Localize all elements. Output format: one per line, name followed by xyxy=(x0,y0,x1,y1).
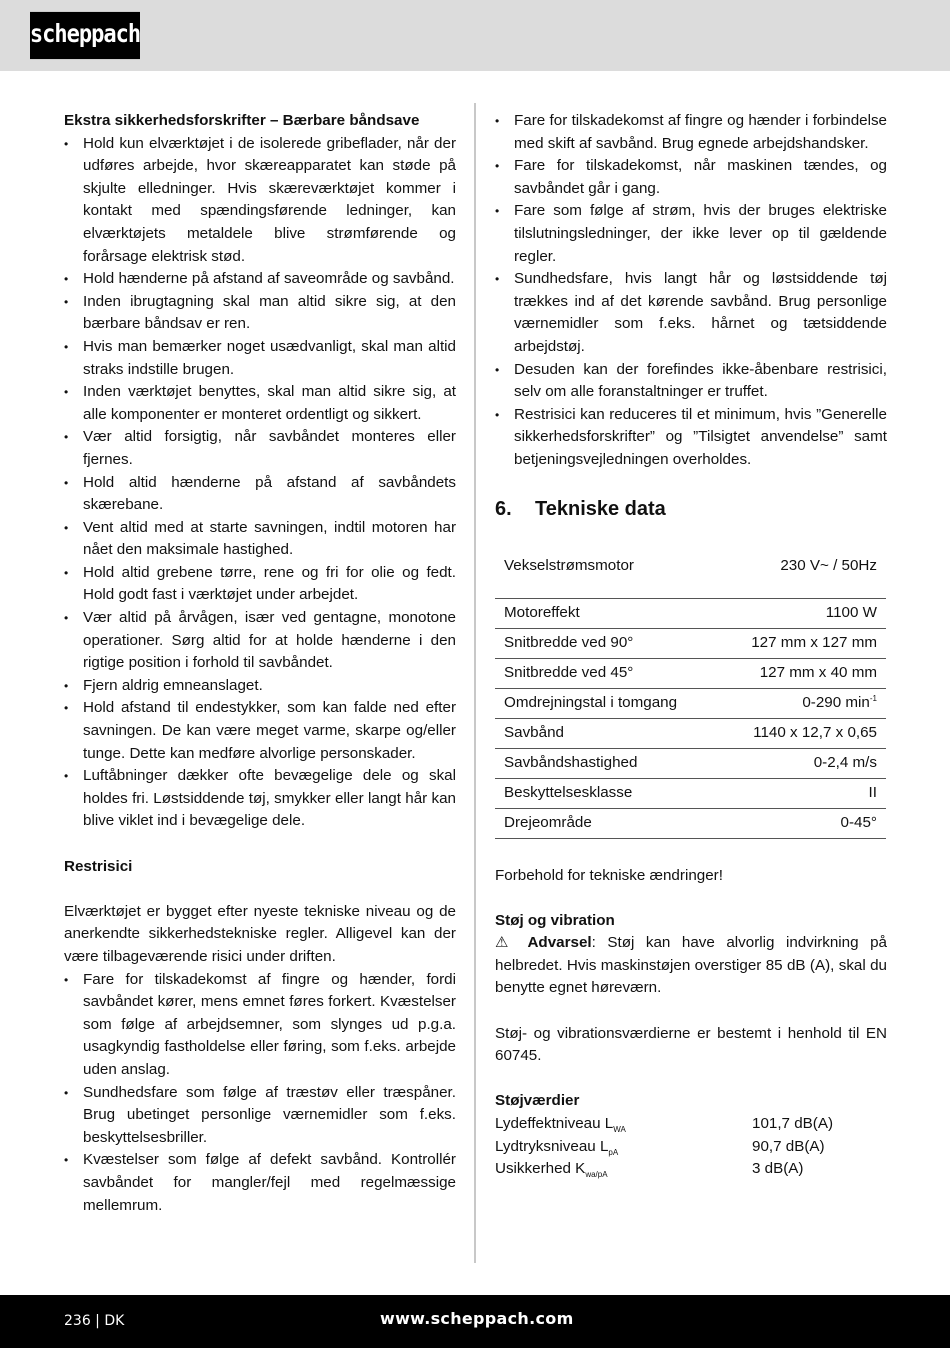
spec-label: Drejeområde xyxy=(495,808,718,838)
list-item: • Hold hænderne på afstand af saveområde og savbånd. xyxy=(64,268,456,291)
list-item: • Fare for tilskadekomst af fingre og hænder, fordi savbåndet kører, mens emnet føres forkert. Kvæstelser som følge af arbejdsemner, som slynges ud p.g.a. usagkyndig fastholdelse eller føring, som f.eks. arbejde uden anslag. xyxy=(64,969,456,1082)
list-item: • Sundhedsfare, hvis langt hår og løstsiddende tøj trækkes ind af det kørende savbånd. Brug personlige værnemidler som f.eks. hårnet og tætsiddende arbejdstøj. xyxy=(495,268,887,358)
noise-values-table xyxy=(495,1113,887,1181)
list-item: • Vær altid på årvågen, især ved gentagne, monotone operationer. Sørg altid for at holde hænderne i den rigtige position i forhold til savbåndet. xyxy=(64,607,456,675)
header-band xyxy=(0,0,950,71)
spec-label: Beskyttelsesklasse xyxy=(495,778,718,808)
table-row xyxy=(495,778,886,808)
list-item: • Kvæstelser som følge af defekt savbånd. Kontrollér savbåndet for mangler/fejl med regelmæssige mellemrum. xyxy=(64,1149,456,1217)
restrisici-list xyxy=(64,969,456,1218)
spec-value-main: 0-290 min xyxy=(802,693,870,711)
noise-label xyxy=(495,1113,752,1136)
noise-label xyxy=(495,1136,752,1159)
spec-label: Snitbredde ved 90° xyxy=(495,628,718,658)
spec-label: Snitbredde ved 45° xyxy=(495,658,718,688)
noise-value: 90,7 dB(A) xyxy=(752,1137,825,1155)
spec-value: 1100 W xyxy=(718,598,886,628)
spec-value: 0-2,4 m/s xyxy=(718,748,886,778)
list-item: • Hold afstand til endestykker, som kan falde ned efter savningen. De kan være meget varme, skarpe og/eller tunge. Dette kan medføre alvorlige personskader. xyxy=(64,697,456,765)
noise-value: 3 dB(A) xyxy=(752,1160,804,1178)
spec-value: 230 V~ / 50Hz xyxy=(718,550,886,599)
noise-label-text: Lydtryksniveau L xyxy=(495,1137,609,1155)
safety-heading: Ekstra sikkerhedsforskrifter – Bærbare båndsave xyxy=(64,112,420,129)
list-item: • Hold altid grebene tørre, rene og fri for olie og fedt. Hold godt fast i værktøjet under arbejdet. xyxy=(64,562,456,607)
table-row xyxy=(495,550,886,599)
table-row xyxy=(495,658,886,688)
spec-value: 0-45° xyxy=(718,808,886,838)
list-item: • Inden ibrugtagning skal man altid sikre sig, at den bærbare båndsav er ren. xyxy=(64,291,456,336)
left-column xyxy=(64,110,456,1217)
noise-values-heading: Støjværdier xyxy=(495,1092,580,1110)
tech-changes-note: Forbehold for tekniske ændringer! xyxy=(495,866,723,884)
list-item: • Hold kun elværktøjet i de isolerede gribeflader, når der udføres arbejde, hvor skæreapparatet kan støde på skjulte elledninger. Hvis skæreværktøjet kommer i kontakt med spændingsførende ledninger, kan elværktøjets metaldele blive strømførende og forårsage elektrisk stød. xyxy=(64,133,456,269)
warning-label: Advarsel xyxy=(527,934,592,952)
spec-value: 1140 x 12,7 x 0,65 xyxy=(718,718,886,748)
spec-label: Motoreffekt xyxy=(495,598,718,628)
section-title xyxy=(495,496,887,522)
spec-value: II xyxy=(718,778,886,808)
table-row xyxy=(495,598,886,628)
list-item: • Vær altid forsigtig, når savbåndet monteres eller fjernes. xyxy=(64,426,456,471)
spec-label: Vekselstrømsmotor xyxy=(495,550,718,599)
restrisici-intro: Elværktøjet er bygget efter nyeste tekniske niveau og de anerkendte sikkerhedstekniske regler. Alligevel kan der være tilbageværende risici under driften. xyxy=(64,902,456,965)
list-item: • Vent altid med at starte savningen, indtil motoren har nået den maksimale hastighed. xyxy=(64,517,456,562)
list-item: • Restrisici kan reduceres til et minimum, hvis ”Generelle sikkerhedsforskrifter” og ”Tilsigtet anvendelse” samt betjeningsvejledningen overholdes. xyxy=(495,404,887,472)
list-item: • Luftåbninger dækker ofte bevægelige dele og skal holdes fri. Løstsiddende tøj, smykker eller langt hår kan blive viklet ind i bevægelige dele. xyxy=(64,765,456,833)
table-row xyxy=(495,808,886,838)
spec-value-exponent: -1 xyxy=(869,693,877,703)
scheppach-logo: scheppach xyxy=(30,12,140,59)
warning-triangle-icon: ⚠ xyxy=(495,934,516,952)
section-title-text: Tekniske data xyxy=(535,497,666,520)
warning-paragraph xyxy=(495,932,887,1000)
table-row xyxy=(495,628,886,658)
standard-text: Støj- og vibrationsværdierne er bestemt i henhold til EN 60745. xyxy=(495,1024,887,1065)
noise-heading: Støj og vibration xyxy=(495,911,615,929)
table-row xyxy=(495,748,886,778)
tech-spec-table xyxy=(495,550,886,839)
list-item: • Desuden kan der forefindes ikke-åbenbare restrisici, selv om alle foranstaltninger er truffet. xyxy=(495,359,887,404)
list-item: • Sundhedsfare som følge af træstøv eller træspåner. Brug ubetinget personlige værnemidler som f.eks. beskyttelsesbriller. xyxy=(64,1082,456,1150)
list-item: • Hvis man bemærker noget usædvanligt, skal man altid straks indstille brugen. xyxy=(64,336,456,381)
noise-value: 101,7 dB(A) xyxy=(752,1115,834,1133)
page-indicator: 236 | DK xyxy=(64,1313,125,1329)
restrisici-heading: Restrisici xyxy=(64,857,133,875)
spec-label: Savbånd xyxy=(495,718,718,748)
spec-value: 127 mm x 127 mm xyxy=(718,628,886,658)
noise-label-subscript: pA xyxy=(608,1147,619,1157)
page-number: 236 xyxy=(64,1313,91,1329)
right-column xyxy=(495,110,887,1181)
restrisici-list-continued xyxy=(495,110,887,472)
spec-value: 127 mm x 40 mm xyxy=(718,658,886,688)
footer xyxy=(0,1295,950,1348)
list-item: • Hold altid hænderne på afstand af savbåndets skærebane. xyxy=(64,472,456,517)
safety-list xyxy=(64,133,456,833)
table-row xyxy=(495,718,886,748)
list-item: • Fare for tilskadekomst, når maskinen tændes, og savbåndet går i gang. xyxy=(495,155,887,200)
list-item: • Fare for tilskadekomst af fingre og hænder i forbindelse med skift af savbånd. Brug egnede arbejdshandsker. xyxy=(495,110,887,155)
table-row xyxy=(495,688,886,718)
noise-label-subscript: wa/pA xyxy=(585,1170,608,1180)
spec-value xyxy=(718,688,886,718)
noise-label-text: Lydeffektniveau L xyxy=(495,1115,614,1133)
spec-label: Omdrejningstal i tomgang xyxy=(495,688,718,718)
noise-label xyxy=(495,1158,752,1181)
spec-label: Savbåndshastighed xyxy=(495,748,718,778)
language-code: DK xyxy=(104,1313,125,1329)
website-link[interactable]: www.scheppach.com xyxy=(380,1309,574,1328)
noise-label-subscript: WA xyxy=(613,1125,626,1135)
column-divider xyxy=(474,103,476,1263)
warning-text: : Støj kan have alvorlig indvirkning på helbredet. Hvis maskinstøjen overstiger 85 dB (A), skal du benytte egnet høreværn. xyxy=(495,934,887,997)
section-number: 6. xyxy=(495,497,512,520)
list-item: • Fare som følge af strøm, hvis der bruges elektriske tilslutningsledninger, der ikke lever op til gældende regler. xyxy=(495,200,887,268)
noise-label-text: Usikkerhed K xyxy=(495,1160,586,1178)
list-item: • Fjern aldrig emneanslaget. xyxy=(64,675,456,698)
list-item: • Inden værktøjet benyttes, skal man altid sikre sig, at alle komponenter er monteret ordentligt og sikkert. xyxy=(64,381,456,426)
